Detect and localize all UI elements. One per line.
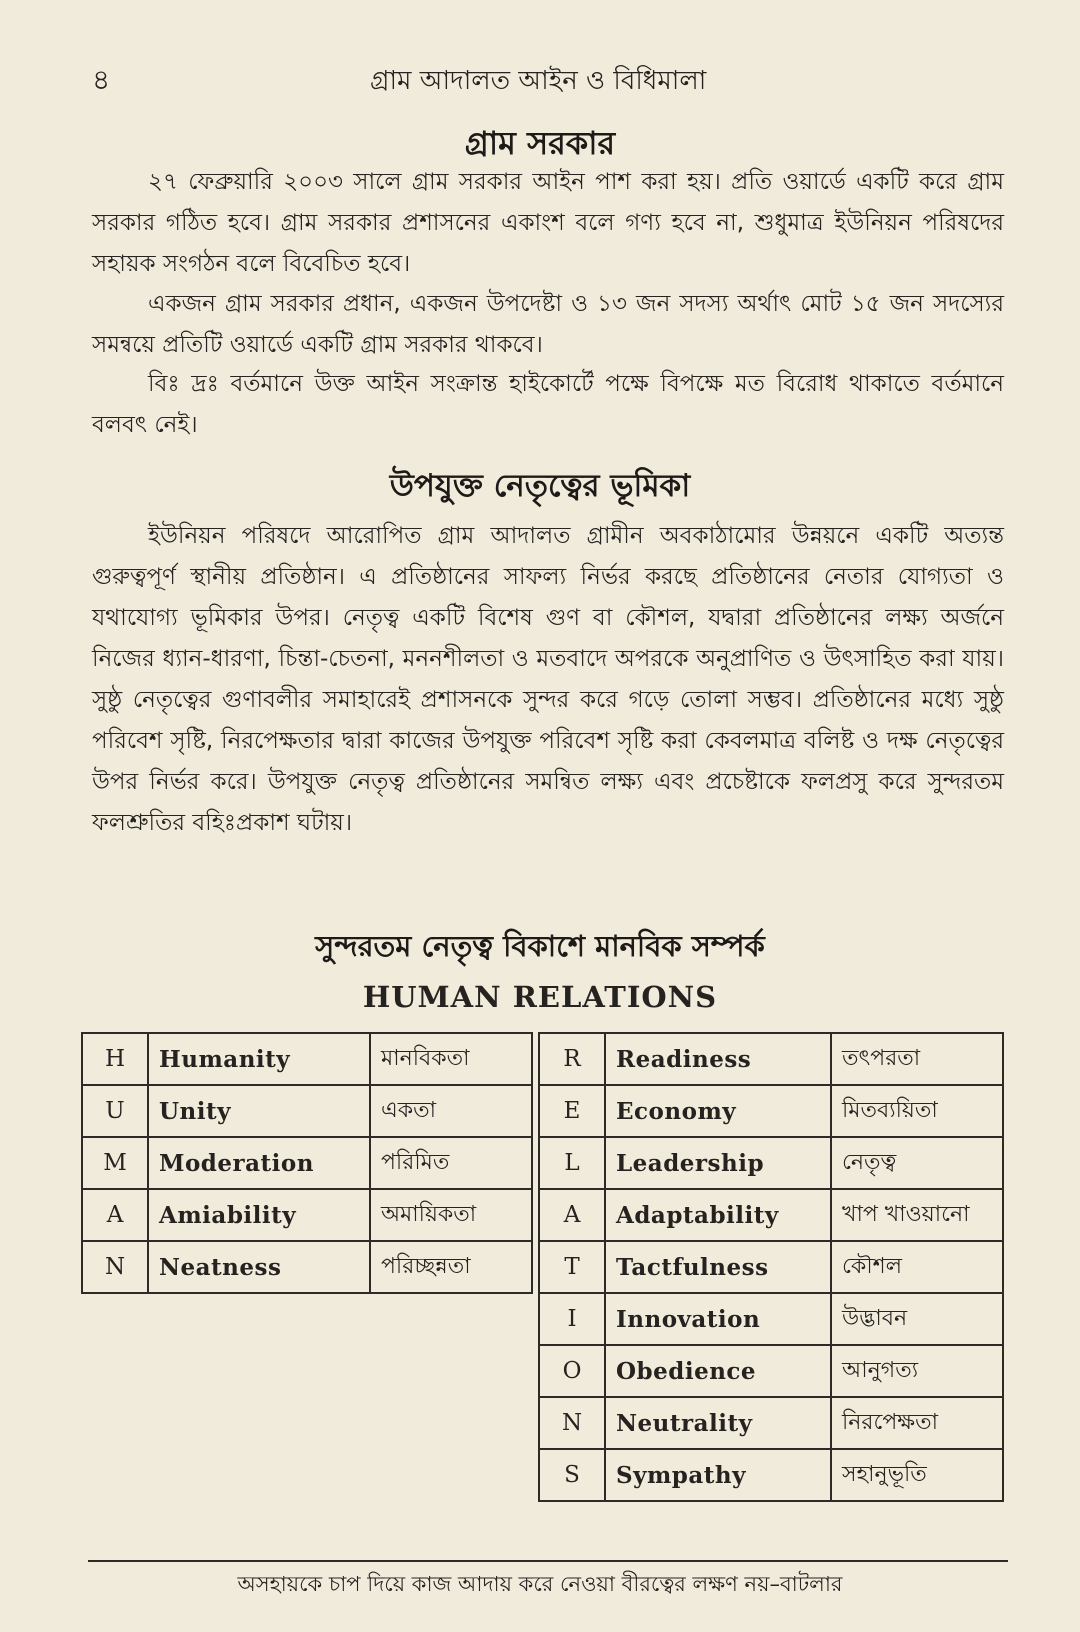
table-row <box>539 1449 1003 1501</box>
table-row <box>82 1137 532 1189</box>
bangla-term: কৌশল <box>831 1241 1003 1293</box>
acronym-letter: H <box>82 1033 148 1085</box>
acronym-letter: A <box>539 1189 605 1241</box>
table-row <box>539 1189 1003 1241</box>
acronym-letter: M <box>82 1137 148 1189</box>
bangla-term: আনুগত্য <box>831 1345 1003 1397</box>
english-term: Sympathy <box>605 1449 831 1501</box>
english-term: Neutrality <box>605 1397 831 1449</box>
note-paragraph: বিঃ দ্রঃ বর্তমানে উক্ত আইন সংক্রান্ত হাইকোর্টে পক্ষে বিপক্ষে মত বিরোধ থাকাতে বর্তমানে বলবৎ নেই। <box>92 371 1004 438</box>
table-row <box>539 1085 1003 1137</box>
english-term: Neatness <box>148 1241 370 1293</box>
table-row <box>539 1345 1003 1397</box>
table-row <box>82 1189 532 1241</box>
acronym-letter: T <box>539 1241 605 1293</box>
english-term: Tactfulness <box>605 1241 831 1293</box>
english-term: Adaptability <box>605 1189 831 1241</box>
section-heading-gram-sarkar: গ্রাম সরকার <box>464 124 616 162</box>
footer-quote: অসহায়কে চাপ দিয়ে কাজ আদায় করে নেওয়া বীরত্বের লক্ষণ নয়–বাটলার <box>237 1572 843 1596</box>
english-term: Amiability <box>148 1189 370 1241</box>
bangla-term: তৎপরতা <box>831 1033 1003 1085</box>
bangla-term: পরিচ্ছন্নতা <box>370 1241 532 1293</box>
bangla-term: উদ্ভাবন <box>831 1293 1003 1345</box>
english-term: Leadership <box>605 1137 831 1189</box>
paragraph-leadership-role: ইউনিয়ন পরিষদে আরোপিত গ্রাম আদালত গ্রামীন অবকাঠামোর উন্নয়নে একটি অত্যন্ত গুরুত্বপূর্ণ স্থানীয় প্রতিষ্ঠান। এ প্রতিষ্ঠানের সাফল্য নির্ভর করছে প্রতিষ্ঠানের নেতার যোগ্যতা ও যথাযোগ্য ভূমিকার উপর। নেতৃত্ব একটি বিশেষ গুণ বা কৌশল, যদ্বারা প্রতিষ্ঠানের লক্ষ্য অর্জনে নিজের ধ্যান-ধারণা, চিন্তা-চেতনা, মননশীলতা ও মতবাদে অপরকে অনুপ্রাণিত ও উৎসাহিত করা যায়। সুষ্ঠু নেতৃত্বের গুণাবলীর সমাহারেই প্রশাসনকে সুন্দর করে গড়ে তোলা সম্ভব। প্রতিষ্ঠানের মধ্যে সুষ্ঠু পরিবেশ সৃষ্টি, নিরপেক্ষতার দ্বারা কাজের উপযুক্ত পরিবেশ সৃষ্টি করা কেবলমাত্র বলিষ্ট ও দক্ষ নেতৃত্বের উপর নির্ভর করে। উপযুক্ত নেতৃত্ব প্রতিষ্ঠানের সমন্বিত লক্ষ্য এবং প্রচেষ্টাকে ফলপ্রসু করে সুন্দরতম ফলশ্রুতির বহিঃপ্রকাশ ঘটায়। <box>92 523 1004 836</box>
acronym-letter: E <box>539 1085 605 1137</box>
table-row <box>539 1241 1003 1293</box>
bangla-term: খাপ খাওয়ানো <box>831 1189 1003 1241</box>
table-row <box>539 1397 1003 1449</box>
acronym-letter: N <box>539 1397 605 1449</box>
acronym-letter: U <box>82 1085 148 1137</box>
acronym-letter: O <box>539 1345 605 1397</box>
table-row <box>82 1033 532 1085</box>
bangla-term: পরিমিত <box>370 1137 532 1189</box>
table-row <box>82 1241 532 1293</box>
english-term: Obedience <box>605 1345 831 1397</box>
table-row <box>539 1033 1003 1085</box>
human-relations-table-right <box>538 1032 1004 1502</box>
bangla-term: মিতব্যয়িতা <box>831 1085 1003 1137</box>
english-term: Humanity <box>148 1033 370 1085</box>
page-number: ৪ <box>92 63 111 96</box>
bangla-term: মানবিকতা <box>370 1033 532 1085</box>
paragraph-gram-sarkar-2: একজন গ্রাম সরকার প্রধান, একজন উপদেষ্টা ও ১৩ জন সদস্য অর্থাৎ মোট ১৫ জন সদস্যের সমন্বয়ে প্রতিটি ওয়ার্ডে একটি গ্রাম সরকার থাকবে। <box>92 291 1004 358</box>
acronym-letter: I <box>539 1293 605 1345</box>
table-row <box>82 1085 532 1137</box>
english-term: Unity <box>148 1085 370 1137</box>
footer-divider <box>88 1560 1008 1562</box>
acronym-letter: N <box>82 1241 148 1293</box>
acronym-letter: R <box>539 1033 605 1085</box>
bangla-term: একতা <box>370 1085 532 1137</box>
running-head: গ্রাম আদালত আইন ও বিধিমালা <box>370 66 707 96</box>
bangla-term: নেতৃত্ব <box>831 1137 1003 1189</box>
table-row <box>539 1293 1003 1345</box>
human-relations-table-left <box>81 1032 533 1294</box>
english-term: Readiness <box>605 1033 831 1085</box>
section-heading-human-relations-en: HUMAN RELATIONS <box>362 980 718 1014</box>
acronym-letter: A <box>82 1189 148 1241</box>
bangla-term: সহানুভূতি <box>831 1449 1003 1501</box>
section-heading-leadership-role: উপযুক্ত নেতৃত্বের ভূমিকা <box>389 468 691 504</box>
bangla-term: নিরপেক্ষতা <box>831 1397 1003 1449</box>
acronym-letter: S <box>539 1449 605 1501</box>
english-term: Innovation <box>605 1293 831 1345</box>
section-heading-human-relations-bn: সুন্দরতম নেতৃত্ব বিকাশে মানবিক সম্পর্ক <box>315 929 765 963</box>
english-term: Economy <box>605 1085 831 1137</box>
acronym-letter: L <box>539 1137 605 1189</box>
english-term: Moderation <box>148 1137 370 1189</box>
bangla-term: অমায়িকতা <box>370 1189 532 1241</box>
table-row <box>539 1137 1003 1189</box>
paragraph-gram-sarkar-1: ২৭ ফেব্রুয়ারি ২০০৩ সালে গ্রাম সরকার আইন পাশ করা হয়। প্রতি ওয়ার্ডে একটি করে গ্রাম সরকার গঠিত হবে। গ্রাম সরকার প্রশাসনের একাংশ বলে গণ্য হবে না, শুধুমাত্র ইউনিয়ন পরিষদের সহায়ক সংগঠন বলে বিবেচিত হবে। <box>92 169 1004 277</box>
